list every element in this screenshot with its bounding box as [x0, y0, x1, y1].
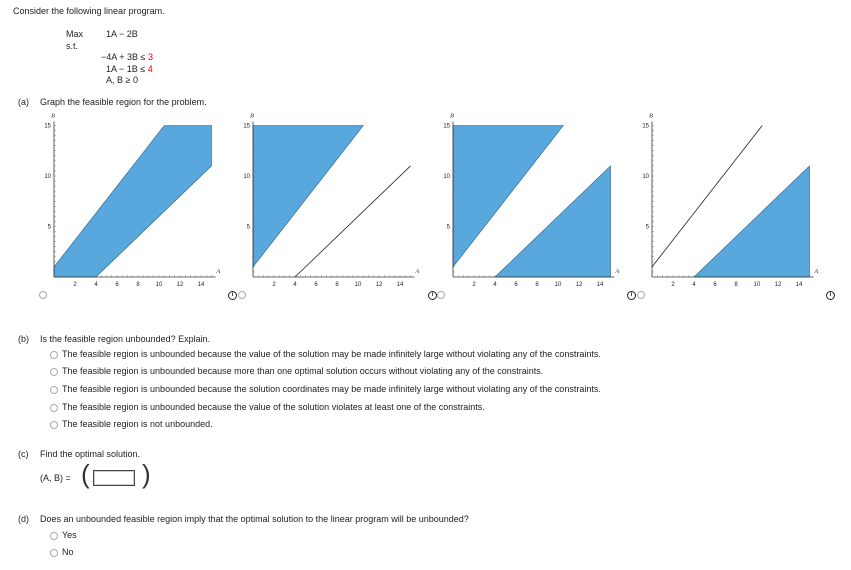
- y-tick-label: 5: [246, 224, 250, 231]
- x-tick-label: 6: [314, 282, 318, 288]
- y-axis-label: B: [51, 113, 55, 120]
- option-label: The feasible region is not unbounded.: [62, 419, 213, 429]
- y-tick-label: 10: [443, 174, 450, 180]
- y-tick-label: 15: [44, 123, 51, 130]
- graph-option-1-radio[interactable]: [39, 291, 47, 299]
- y-tick-label: 10: [44, 174, 51, 180]
- feasible-region: [54, 126, 212, 278]
- y-tick-label: 5: [47, 224, 51, 231]
- graph-option-2: [237, 110, 427, 300]
- option-label: The feasible region is unbounded because more than one optimal solution occurs without violating any of the constraints.: [62, 366, 544, 376]
- graph-svg: [437, 110, 627, 300]
- part-b-text: Is the feasible region unbounded? Explain.: [40, 334, 211, 344]
- part-a-label: (a): [18, 97, 29, 107]
- max-label: Max: [66, 29, 84, 39]
- option-label: The feasible region is unbounded because the value of the solution violates at least one of the constraints.: [62, 402, 485, 412]
- part-d-label: (d): [18, 514, 29, 524]
- y-tick-label: 15: [443, 123, 450, 130]
- intro-text: Consider the following linear program.: [13, 6, 165, 16]
- x-tick-label: 12: [774, 282, 782, 288]
- lower-region: [694, 166, 810, 277]
- info-icon[interactable]: i: [627, 291, 636, 300]
- y-tick-label: 10: [243, 174, 250, 180]
- x-axis-label: A: [615, 269, 620, 275]
- radio-button[interactable]: [50, 421, 58, 429]
- x-tick-label: 10: [354, 282, 362, 288]
- graph-option-3-radio[interactable]: [437, 291, 445, 299]
- x-tick-label: 14: [795, 282, 803, 288]
- y-tick-label: 5: [645, 224, 649, 231]
- radio-button[interactable]: [50, 386, 58, 394]
- answer-label: (A, B) =: [40, 473, 71, 483]
- left-paren: (: [81, 459, 90, 489]
- option-label: The feasible region is unbounded because the value of the solution may be made infinitely large without violating any of the constraints.: [62, 349, 601, 359]
- x-tick-label: 2: [73, 282, 77, 288]
- x-axis-label: A: [216, 269, 221, 275]
- x-tick-label: 10: [155, 282, 163, 288]
- x-tick-label: 6: [514, 282, 518, 288]
- optimal-solution-input[interactable]: [93, 470, 135, 486]
- info-icon[interactable]: i: [428, 291, 437, 300]
- st-label: s.t.: [66, 41, 79, 51]
- option-label: Yes: [62, 530, 77, 540]
- part-c-label: (c): [18, 449, 29, 459]
- x-tick-label: 14: [396, 282, 404, 288]
- y-axis-label: B: [649, 113, 653, 120]
- x-tick-label: 8: [335, 282, 339, 288]
- part-b-label: (b): [18, 334, 29, 344]
- info-icon[interactable]: i: [228, 291, 237, 300]
- constraint-1-lhs: −4A + 3B ≤: [101, 52, 146, 62]
- x-tick-label: 14: [596, 282, 604, 288]
- graph-option-2-radio[interactable]: [238, 291, 246, 299]
- y-tick-label: 15: [243, 123, 250, 130]
- x-tick-label: 4: [293, 282, 297, 288]
- x-axis-label: A: [814, 269, 819, 275]
- radio-button[interactable]: [50, 368, 58, 376]
- x-tick-label: 14: [197, 282, 205, 288]
- graph-svg: [237, 110, 427, 300]
- constraint-1-rhs: 3: [148, 52, 154, 62]
- radio-button[interactable]: [50, 532, 58, 540]
- graph-svg: [636, 110, 826, 300]
- x-tick-label: 8: [136, 282, 140, 288]
- objective: 1A − 2B: [106, 29, 138, 39]
- x-tick-label: 10: [753, 282, 761, 288]
- right-paren: ): [142, 459, 151, 489]
- part-d-text: Does an unbounded feasible region imply that the optimal solution to the linear program will be unbounded?: [40, 514, 469, 524]
- graph-option-4: [636, 110, 826, 300]
- graph-option-1: [38, 110, 228, 300]
- x-tick-label: 2: [671, 282, 675, 288]
- x-tick-label: 4: [692, 282, 696, 288]
- constraint-2-lhs: 1A − 1B ≤: [106, 64, 146, 74]
- constraint-1: [101, 52, 153, 62]
- x-axis-label: A: [415, 269, 420, 275]
- x-tick-label: 8: [734, 282, 738, 288]
- x-tick-label: 6: [713, 282, 717, 288]
- x-tick-label: 8: [535, 282, 539, 288]
- x-tick-label: 12: [176, 282, 184, 288]
- y-tick-label: 15: [642, 123, 649, 130]
- y-axis-label: B: [450, 113, 454, 120]
- graph-option-3: [437, 110, 627, 300]
- radio-button[interactable]: [50, 549, 58, 557]
- option-label: The feasible region is unbounded because the solution coordinates may be made infinitely large without violating any of the constraints.: [62, 384, 601, 394]
- graph-option-4-radio[interactable]: [637, 291, 645, 299]
- x-tick-label: 12: [375, 282, 383, 288]
- x-tick-label: 4: [493, 282, 497, 288]
- y-tick-label: 10: [642, 174, 649, 180]
- graph-svg: [38, 110, 228, 300]
- radio-button[interactable]: [50, 351, 58, 359]
- nonneg-constraint: A, B ≥ 0: [106, 75, 138, 85]
- radio-button[interactable]: [50, 404, 58, 412]
- x-tick-label: 12: [575, 282, 583, 288]
- x-tick-label: 10: [554, 282, 562, 288]
- x-tick-label: 4: [94, 282, 98, 288]
- y-axis-label: B: [250, 113, 254, 120]
- constraint-2-rhs: 4: [147, 64, 153, 74]
- x-tick-label: 2: [472, 282, 476, 288]
- info-icon[interactable]: i: [826, 291, 835, 300]
- constraint-2: [106, 64, 153, 74]
- x-tick-label: 2: [272, 282, 276, 288]
- x-tick-label: 6: [115, 282, 119, 288]
- y-tick-label: 5: [446, 224, 450, 231]
- option-label: No: [62, 547, 74, 557]
- upper-region: [253, 126, 363, 267]
- part-a-text: Graph the feasible region for the problem.: [40, 97, 207, 107]
- part-c-text: Find the optimal solution.: [40, 449, 141, 459]
